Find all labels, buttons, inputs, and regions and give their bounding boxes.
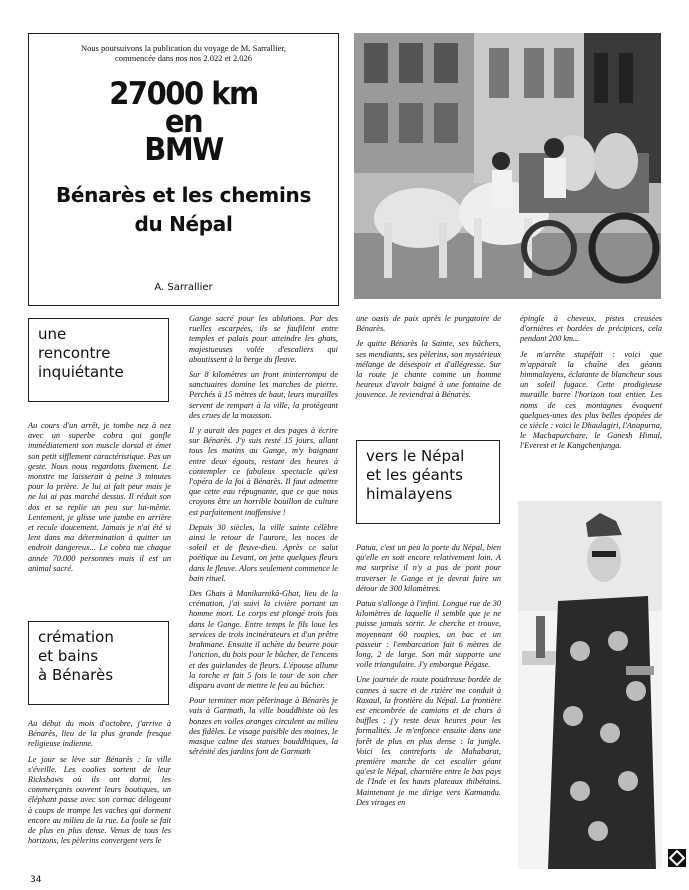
- photo-ox-cart: [354, 33, 661, 299]
- paragraph: Gange sacré pour les ablutions. Par des ruelles escarpées, ils se faufilent entre temples et palais pour atteindre les ghats, majestueuses volée d'escaliers qui aboutissent à la berge du fleuve.: [189, 314, 338, 364]
- paragraph: Des Ghats à Manikarnikâ-Ghat, lieu de la crémation, j'ai suivi la civière portant un homme mort. Le corps est plongé trois fois dans le Gange. Entre temps le fils loue les services de trois incinérateurs et d'un prêtre brahmane. Ensuite il achète du beurre pour l'onction, du bois pour le bûcher, de l'encens et des guirlandes de fleurs. L'épouse allume la torche et fait 5 fois le tour de son cher disparu avant de mettre le feu au bûcher.: [189, 589, 338, 690]
- section-heading-line: rencontre: [38, 344, 111, 362]
- section-heading-line: himalayens: [366, 485, 453, 503]
- section-heading-line: à Bénarès: [38, 666, 114, 684]
- column-2-text: [189, 314, 338, 762]
- headline-line-3: BMW: [144, 130, 223, 168]
- paragraph: Au cours d'un arrêt, je tombe nez à nez avec un superbe cobra qui gonfle immédiatement son muscle dorsal et émet son petit sifflement caractéristique. Pas un geste. Nous nous regardons fixement. Le monstre me laisserait à peine 3 minutes pour la prière. Je lui ai fait peur mais je ne lui ai pas marché dessus. Il réduit son dos et se replie un peu sur lui-même. Lentement, je glisse une jambe en arrière et recule doucement. Jamais je n'ai été si lent dans ma détermination à quitter un endroit dangereux... Le cobra tue chaque année 70.000 personnes mais il est un animal sacré.: [28, 421, 171, 573]
- article-title-line-1: Bénarès et les chemins: [55, 183, 312, 207]
- section-heading-line: une: [38, 325, 67, 343]
- paragraph: Je quitte Bénarès la Sainte, ses bûchers, ses mendiants, ses pèlerins, son mystérieux mélange de désespoir et d'allégresse. Sur la route je chante comme un homme heureux d'avoir baigné à une fontaine de jouvence. Je reviendrai à Bénarès.: [356, 339, 501, 400]
- section-heading-nepal: [356, 440, 500, 524]
- section-heading-rencontre: [28, 318, 169, 402]
- paragraph: Au début du mois d'octobre, j'arrive à Bénarès, lieu de la plus grande fresque religieuse indienne.: [28, 719, 171, 749]
- column-3-text-a: [356, 314, 501, 406]
- paragraph: Il y aurait des pages et des pages à écrire sur Bénarès. J'y suis resté 15 jours, allant tous les matins au Gange, m'y baignant entre deux égouts, restant des heures à contempler ce fabuleux spectacle qu'est l'opéra de la foi à Bénarès. Il faut admettre que cette eau répugnante, que ce que nous croyons être un horrible bouillon de culture est parfaitement inoffensive !: [189, 426, 338, 517]
- headline-line-1: 27000 km: [109, 74, 258, 112]
- article-title-line-2: du Népal: [134, 212, 233, 236]
- diamond-icon: [668, 849, 686, 867]
- author-name: A. Sarrallier: [154, 282, 213, 293]
- paragraph: Pour terminer mon pèlerinage à Bénarès je vais à Garmath, la ville bouddhiste où les bonzes en voiles oranges circulent au milieu des fidèles. Le visage paisible des moines, le masque calme des statues bouddhiques, la sérénité des jardins font de Garmath: [189, 696, 338, 757]
- paragraph: épingle à cheveux, pistes creusées d'ornières et bordées de précipices, cela pendant 200 km...: [520, 314, 662, 344]
- paragraph: Le jour se lève sur Bénarès : la ville s'éveille. Les coolies sortent de leur Rickshaws où ils ont dormi, les commerçants ouvrent leurs boutiques, un éléphant passe avec son cornac délogeant à coups de trompe les vaches qui dorment encore au milieu de la rue. La foule se fait de plus en plus dense. Venus de tous les horizons, les pèlerins convergent vers le: [28, 754, 171, 846]
- ox-cart-photo-svg: [354, 33, 661, 299]
- paragraph: Patua s'allonge à l'infini. Longue rue de 30 kilomètres de laquelle il semble que je ne puisse jamais sortir. Je cherche et trouve, moyennant 60 roupies, un bac et un passeur : l'embarcation fait 6 mètres de long, 2 de large. Son mât supporte une voile triangulaire. J'y embarque Pégase.: [356, 599, 501, 670]
- paragraph: Une journée de route poudreuse bordée de cannes à sucre et de rizière me conduit à Raxaul, la frontière du Népal. La frontière est encombrée de camions et de chars à buffles ; j'y reste deux heures pour les formalités. Je m'enfonce ensuite dans une forêt de plus en plus dense : la jungle. Voici les contreforts de Mahabarat, première marche de cet escalier géant qu'est le Népal, charnière entre le bas pays de l'Inde et les hauts plateaux thibétains. Maintenant je me dirige vers Katmandu. Des virages en: [356, 675, 501, 807]
- article-title: [29, 181, 338, 239]
- paragraph: une oasis de paix après le purgatoire de Bénarès.: [356, 314, 501, 334]
- section-heading-line: inquiétante: [38, 363, 124, 381]
- section-heading-line: crémation: [38, 628, 114, 646]
- column-3-text-b: [356, 543, 501, 813]
- corner-marker: [668, 849, 686, 867]
- column-1-text-b: [28, 719, 171, 851]
- paragraph: Sur 8 kilomètres un front ininterrompu de sanctuaires domine les marches de pierre. Perchés à 15 mètres de haut, leurs murailles servent de rempart à la ville, la protégeant des crues de la mousson.: [189, 370, 338, 420]
- paragraph: Je m'arrête stupéfait : voici que m'apparaît la chaîne des géants himmalayens, éclatante de blancheur sous un soleil fugace. Cette prodigieuse muraille barre l'horizon tout entier. Les noms de ces montagnes évoquent quelques-unes des plus belles épopées de ce siècle : voici le Dhaulagiri, l'Anapurna, le Machapurchare, le Ganesh Himal, l'Everest et le Kangchenjunga.: [520, 349, 662, 451]
- column-4-text: [520, 314, 662, 457]
- section-heading-cremation: [28, 621, 169, 705]
- paragraph: Patua, c'est un peu la porte du Népal, bien qu'elle en soit encore relativement loin. A ma surprise il n'y a pas de pont pour traverser le Gange et je devrai faire un détour de 300 kilomètres.: [356, 543, 501, 593]
- section-heading-line: et bains: [38, 647, 99, 665]
- column-1-text-a: [28, 421, 171, 579]
- intro-text: Nous poursuivons la publication du voyage de M. Sarrallier, commencée dans nos nos 2.022 et 2.026: [80, 43, 287, 63]
- section-heading-line: et les géants: [366, 466, 464, 484]
- page-number: 34: [30, 875, 42, 885]
- section-heading-line: vers le Népal: [366, 447, 465, 465]
- headline-line-2: en: [164, 102, 203, 140]
- title-box: [28, 33, 339, 306]
- paragraph: Depuis 30 siècles, la ville sainte célèbre ainsi le retour de l'aurore, les noces de soleil et de fleuve-dieu. Après ce salut poétique au Levant, on jette quelques fleurs dans le fleuve. Alors seulement commence le bain rituel.: [189, 522, 338, 583]
- monk-photo-svg: [518, 501, 662, 869]
- photo-monk: [518, 501, 662, 869]
